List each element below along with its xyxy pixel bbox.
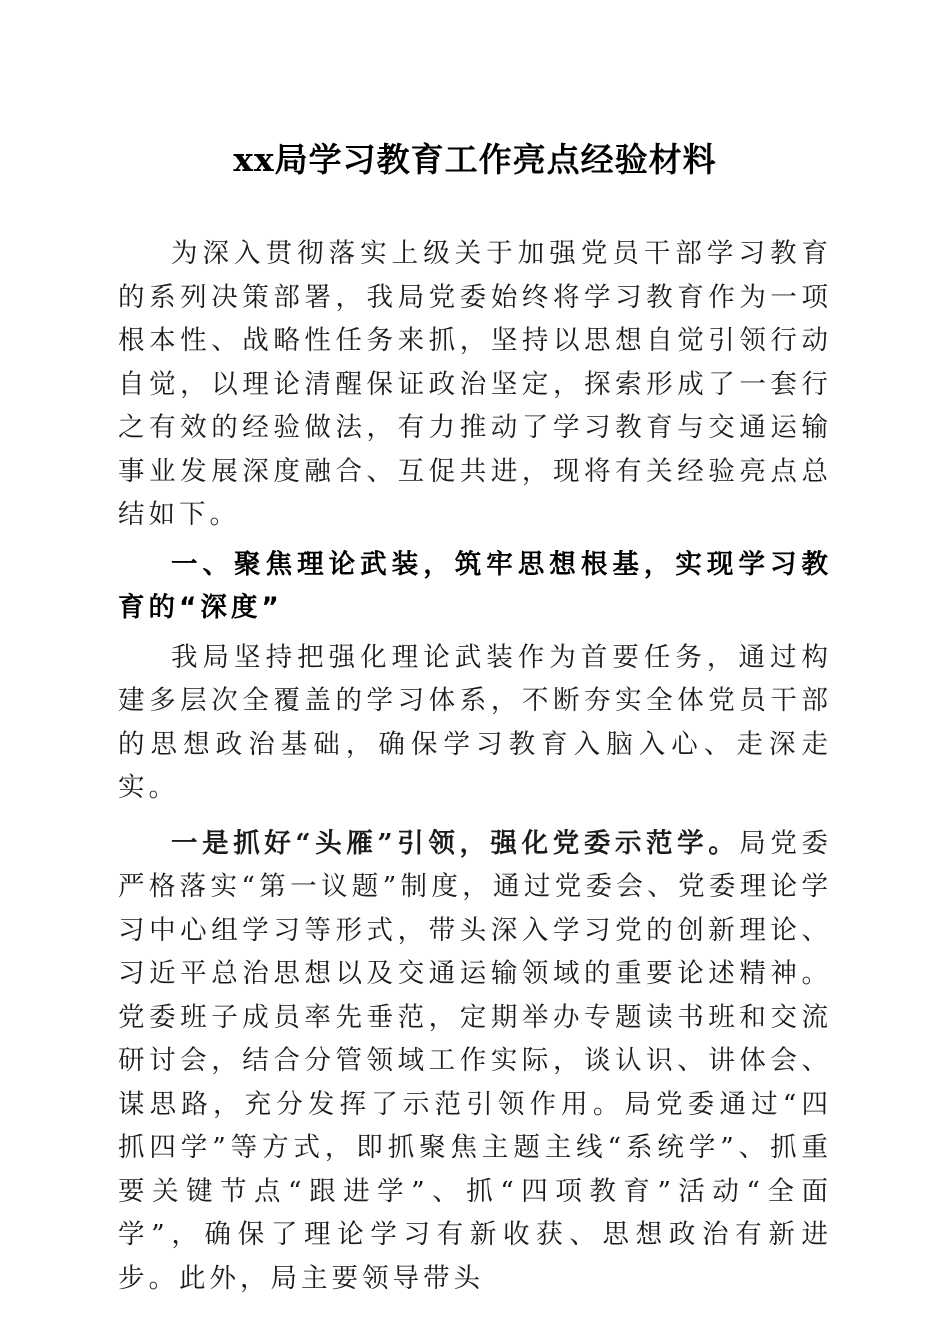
document-title: xx局学习教育工作亮点经验材料 bbox=[233, 140, 717, 179]
section-1-intro-paragraph: 我局坚持把强化理论武装作为首要任务，通过构建多层次全覆盖的学习体系，不断夯实全体党员干部的思想政治基础，确保学习教育入脑入心、走深走实。 bbox=[118, 641, 832, 803]
point-1-body: 局党委严格落实“第一议题”制度，通过党委会、党委理论学习中心组学习等形式，带头深入学习党的创新理论、习近平总治思想以及交通运输领域的重要论述精神。党委班子成员率先垂范，定期举办专题读书班和交流研讨会，结合分管领域工作实际，谈认识、讲体会、谋思路，充分发挥了示范引领作用。局党委通过“四抓四学”等方式，即抓聚焦主题主线“系统学”、抓重要关键节点“跟进学”、抓“四项教育”活动“全面学”，确保了理论学习有新收获、思想政治有新进步。此外，局主要领导带头 bbox=[118, 827, 832, 1294]
intro-paragraph: 为深入贯彻落实上级关于加强党员干部学习教育的系列决策部署，我局党委始终将学习教育作为一项根本性、战略性任务来抓，坚持以思想自觉引领行动自觉，以理论清醒保证政治坚定，探索形成了一套行之有效的经验做法，有力推动了学习教育与交通运输事业发展深度融合、互促共进，现将有关经验亮点总结如下。 bbox=[118, 238, 832, 530]
point-1-lead: 一是抓好“头雁”引领，强化党委示范学。 bbox=[171, 827, 740, 859]
point-1-paragraph bbox=[118, 822, 832, 1301]
section-heading-1: 一、聚焦理论武装，筑牢思想根基，实现学习教育的“深度” bbox=[118, 548, 832, 623]
document-body bbox=[118, 232, 832, 1300]
